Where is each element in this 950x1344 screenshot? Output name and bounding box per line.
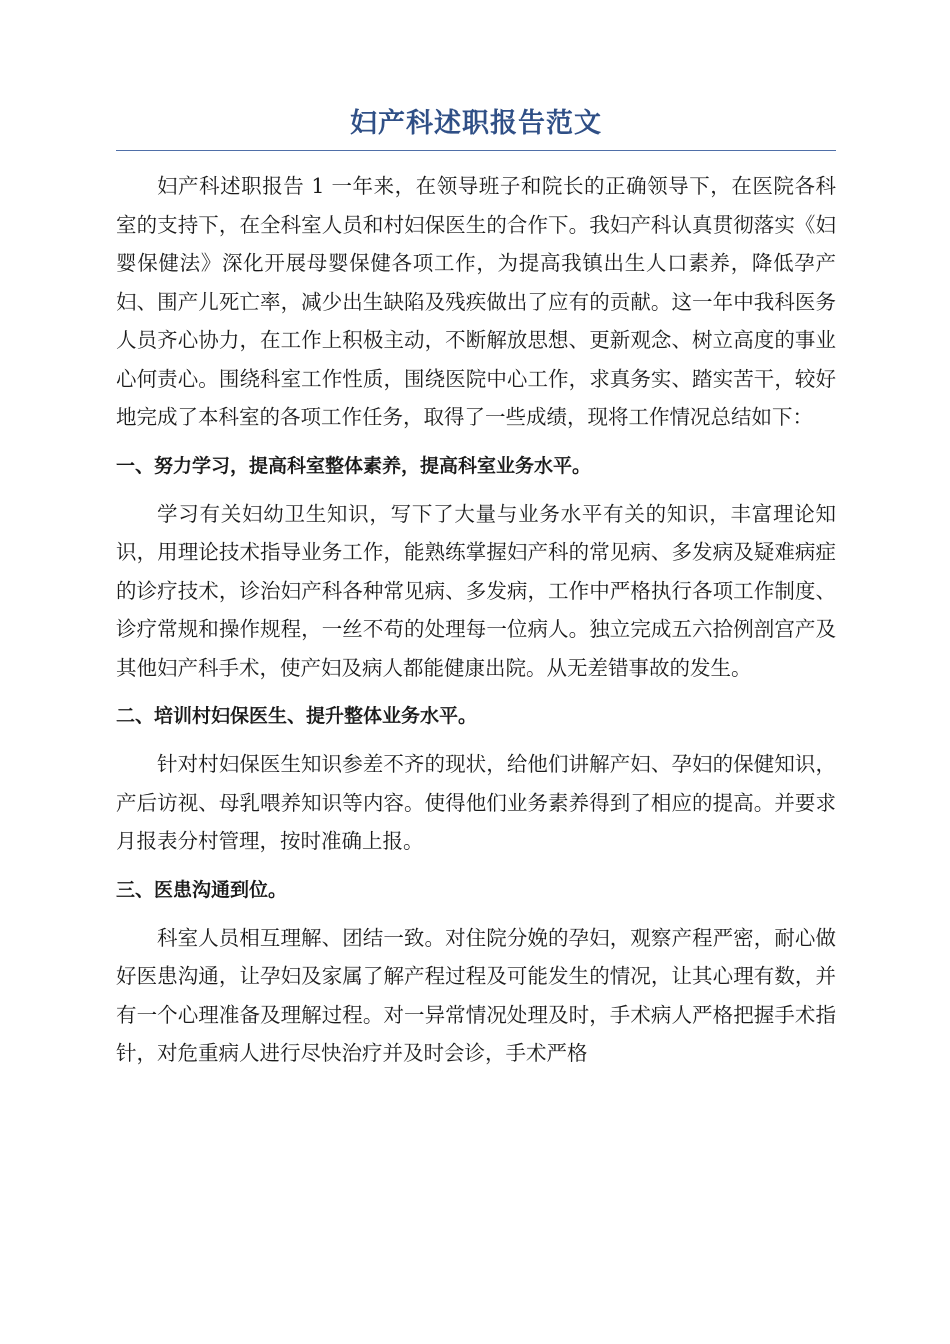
document-page [116, 108, 836, 1073]
section-body-2: 针对村妇保医生知识参差不齐的现状，给他们讲解产妇、孕妇的保健知识，产后访视、母乳喂养知识等内容。使得他们业务素养得到了相应的提高。并要求月报表分村管理，按时准确上报。 [116, 752, 836, 854]
title-underline [116, 150, 836, 151]
intro-paragraph: 妇产科述职报告 1 一年来，在领导班子和院长的正确领导下，在医院各科室的支持下，在全科室人员和村妇保医生的合作下。我妇产科认真贯彻落实《妇婴保健法》深化开展母婴保健各项工作，为提高我镇出生人口素养，降低孕产妇、围产儿死亡率，减少出生缺陷及残疾做出了应有的贡献。这一年中我科医务人员齐心协力，在工作上积极主动，不断解放思想、更新观念、树立高度的事业心何责心。围绕科室工作性质，围绕医院中心工作，求真务实、踏实苦干，较好地完成了本科室的各项工作任务，取得了一些成绩，现将工作情况总结如下： [116, 174, 836, 430]
section-body-3: 科室人员相互理解、团结一致。对住院分娩的孕妇，观察产程严密，耐心做好医患沟通，让孕妇及家属了解产程过程及可能发生的情况，让其心理有数，并有一个心理准备及理解过程。对一异常情况处理及时，手术病人严格把握手术指针，对危重病人进行尽快治疗并及时会诊，手术严格 [116, 925, 836, 1066]
section-heading-2: 二、培训村妇保医生、提升整体业务水平。 [116, 705, 478, 728]
document-title: 妇产科述职报告范文 [350, 108, 602, 139]
section-heading-3: 三、医患沟通到位。 [116, 878, 288, 901]
section-heading-1: 一、努力学习，提高科室整体素养，提高科室业务水平。 [116, 454, 592, 477]
section-body-1: 学习有关妇幼卫生知识，写下了大量与业务水平有关的知识，丰富理论知识，用理论技术指导业务工作，能熟练掌握妇产科的常见病、多发病及疑难病症的诊疗技术，诊治妇产科各种常见病、多发病，工作中严格执行各项工作制度、诊疗常规和操作规程，一丝不苟的处理每一位病人。独立完成五六拾例剖宫产及其他妇产科手术，使产妇及病人都能健康出院。从无差错事故的发生。 [116, 501, 836, 680]
